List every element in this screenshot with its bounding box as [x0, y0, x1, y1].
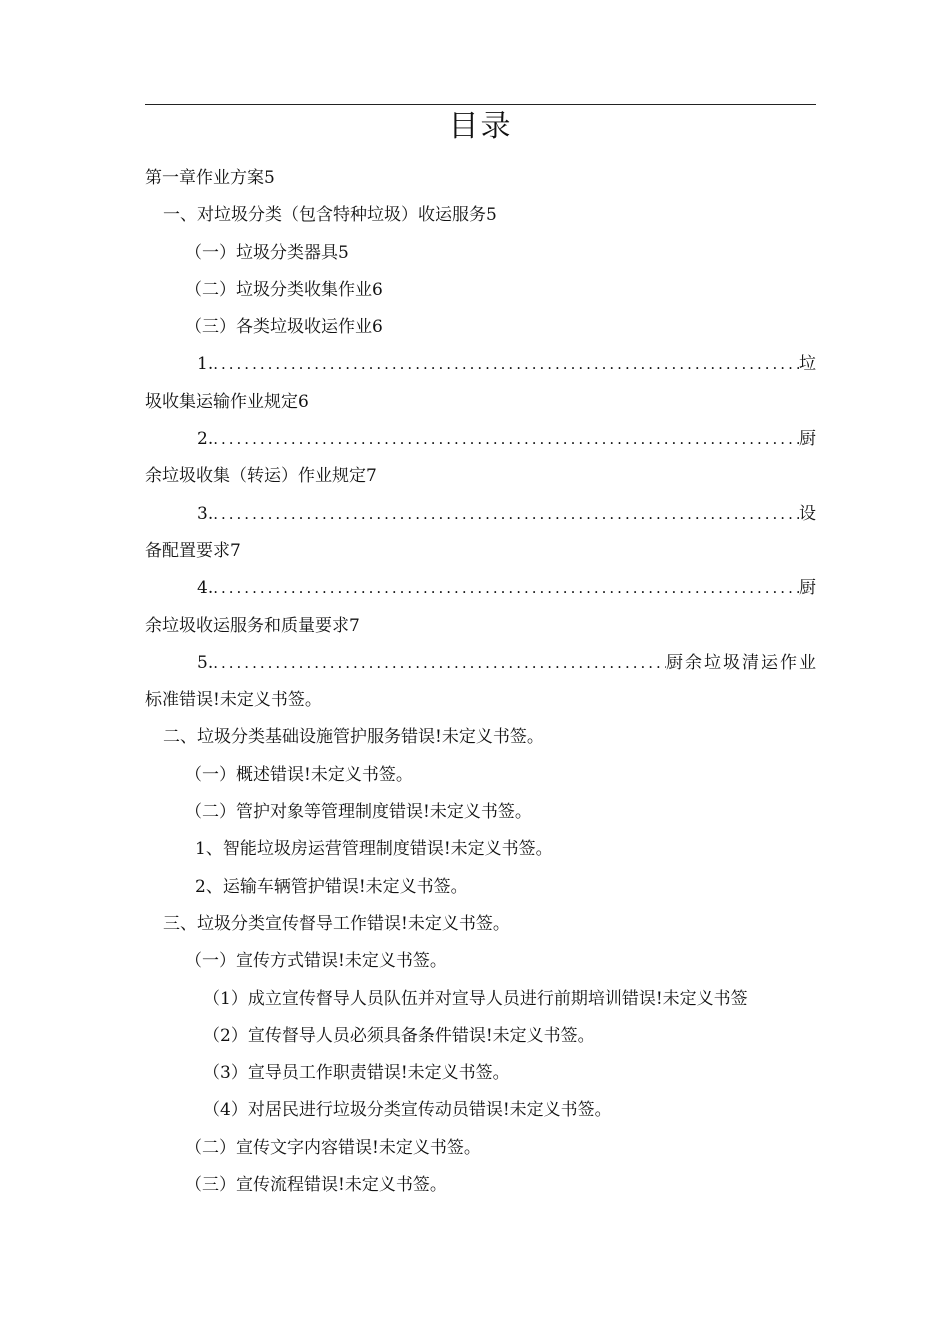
toc-title: 目录	[448, 109, 513, 144]
toc-entry-item-4[interactable]	[145, 570, 818, 607]
toc-item-title-start: 设	[799, 503, 818, 524]
toc-entry-item[interactable]: 2、运输车辆管护错误!未定义书签。	[195, 876, 468, 897]
toc-entry-section-2[interactable]: 二、垃圾分类基础设施管护服务错误!未定义书签。	[163, 727, 544, 748]
toc-item-title-start: 厨余垃圾清运作业	[666, 652, 818, 673]
header-rule	[145, 104, 816, 105]
toc-entry-subsection[interactable]: （二）垃圾分类收集作业6	[185, 279, 383, 300]
toc-entry-item-1[interactable]	[145, 346, 818, 383]
toc-entry-item[interactable]: （3）宣导员工作职责错误!未定义书签。	[203, 1063, 510, 1084]
toc-entry-subsection[interactable]: （一）垃圾分类器具5	[185, 242, 349, 263]
toc-entry-chapter-1[interactable]: 第一章作业方案5	[145, 168, 275, 188]
toc-entry-subsection[interactable]: （一）概述错误!未定义书签。	[185, 764, 413, 785]
toc-item-title-continuation[interactable]: 备配置要求7	[145, 540, 241, 561]
dot-leader	[213, 346, 799, 383]
toc-item-title-start: 垃	[799, 354, 818, 375]
toc-entry-subsection[interactable]: （二）管护对象等管理制度错误!未定义书签。	[185, 802, 532, 823]
toc-item-title-continuation[interactable]: 余垃圾收集（转运）作业规定7	[145, 466, 377, 487]
toc-item-title-start: 厨	[799, 429, 818, 450]
toc-entry-subsection[interactable]: （三）宣传流程错误!未定义书签。	[185, 1175, 447, 1196]
toc-item-title-continuation[interactable]: 圾收集运输作业规定6	[145, 391, 309, 412]
toc-entry-subsection[interactable]: （一）宣传方式错误!未定义书签。	[185, 951, 447, 972]
toc-item-title-start: 厨	[799, 578, 818, 599]
toc-item-number: 1.	[197, 354, 214, 375]
dot-leader	[213, 645, 666, 682]
toc-entry-section-3[interactable]: 三、垃圾分类宣传督导工作错误!未定义书签。	[163, 913, 510, 934]
toc-entry-item[interactable]: 1、智能垃圾房运营管理制度错误!未定义书签。	[195, 839, 553, 860]
dot-leader	[213, 496, 799, 533]
toc-entry-item-3[interactable]	[145, 496, 818, 533]
toc-entry-subsection[interactable]: （二）宣传文字内容错误!未定义书签。	[185, 1137, 481, 1158]
toc-item-number: 4.	[197, 578, 214, 599]
toc-item-number: 3.	[197, 503, 214, 524]
toc-item-number: 2.	[197, 429, 214, 450]
toc-entry-subsection[interactable]: （三）各类垃圾收运作业6	[185, 317, 383, 338]
toc-entry-item-2[interactable]	[145, 421, 818, 458]
toc-entry-item-5[interactable]	[145, 645, 818, 682]
toc-entry-item[interactable]: （2）宣传督导人员必须具备条件错误!未定义书签。	[203, 1025, 595, 1046]
dot-leader	[213, 570, 799, 607]
toc-item-number: 5.	[197, 652, 214, 673]
dot-leader	[213, 421, 799, 458]
toc-entry-item[interactable]: （4）对居民进行垃圾分类宣传动员错误!未定义书签。	[203, 1100, 612, 1121]
toc-item-title-continuation[interactable]: 余垃圾收运服务和质量要求7	[145, 615, 360, 636]
toc-entry-section-1[interactable]: 一、对垃圾分类（包含特种垃圾）收运服务5	[163, 205, 497, 226]
toc-entry-item[interactable]: （1）成立宣传督导人员队伍并对宣导人员进行前期培训错误!未定义书签	[203, 988, 748, 1009]
toc-list	[145, 160, 818, 1204]
toc-item-title-continuation[interactable]: 标准错误!未定义书签。	[145, 690, 322, 711]
